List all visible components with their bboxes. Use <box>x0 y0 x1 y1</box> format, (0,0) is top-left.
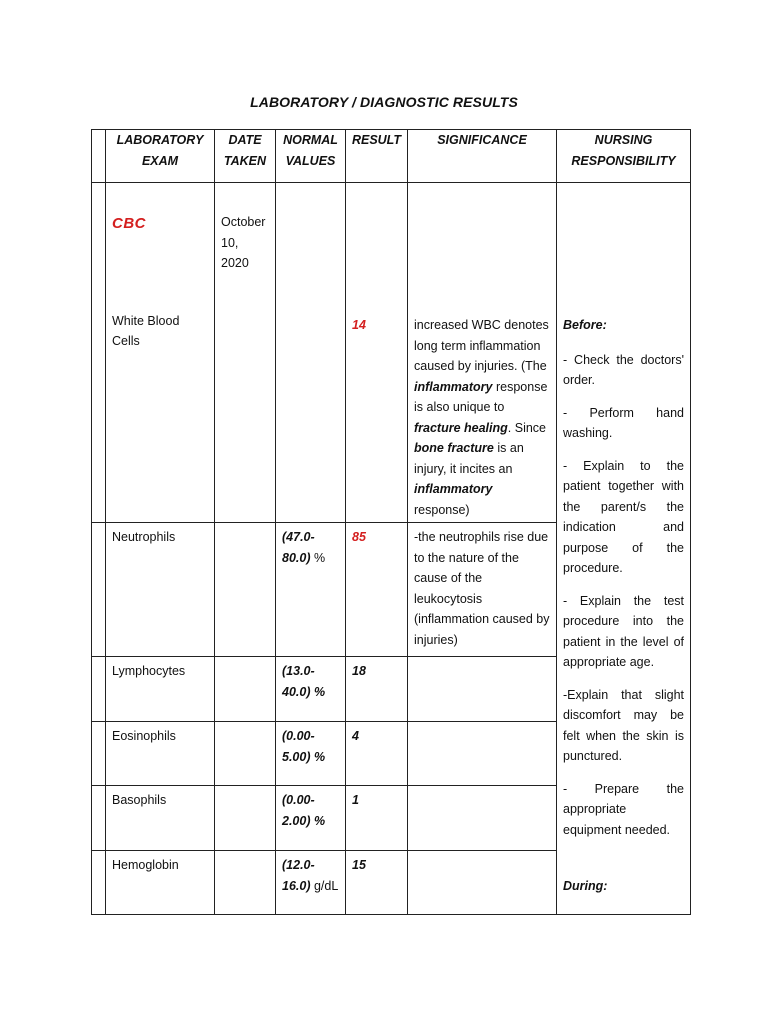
margin-cell <box>92 657 106 722</box>
cbc-label: CBC <box>112 215 146 232</box>
result-neutrophils: 85 <box>352 530 366 544</box>
result-cell <box>346 722 408 786</box>
significance-cell <box>408 851 557 915</box>
result-cell <box>346 657 408 722</box>
normal-eosinophils: (0.00-5.00) % <box>282 729 326 764</box>
result-hemoglobin: 15 <box>352 858 366 872</box>
nursing-item: - Check the doctors' order. <box>563 352 684 387</box>
date-cell <box>215 851 276 915</box>
date-cell <box>215 183 276 523</box>
header-result: RESULT <box>346 130 408 183</box>
result-cell <box>346 786 408 851</box>
exam-hemoglobin: Hemoglobin <box>112 858 179 872</box>
exam-cell <box>106 523 215 657</box>
exam-cell <box>106 722 215 786</box>
normal-cell <box>276 657 346 722</box>
result-wbc: 14 <box>352 318 366 332</box>
exam-cell <box>106 851 215 915</box>
normal-cell: (12.0-16.0) g/dL <box>276 851 346 915</box>
date-cell <box>215 657 276 722</box>
exam-neutrophils: Neutrophils <box>112 530 176 544</box>
cbc-exam-cell <box>106 183 215 523</box>
lab-results-table <box>91 129 691 915</box>
significance-cell <box>408 786 557 851</box>
nursing-item: - Perform hand washing. <box>563 405 684 440</box>
margin-column-header <box>92 130 106 183</box>
significance-wbc: increased WBC denotes long term inflammation caused by injuries. (The inflammatory response is also unique to fracture healing. Since bone fracture is an injury, it incites an inflammatory response) <box>414 318 549 517</box>
result-cell <box>346 851 408 915</box>
header-date-taken: DATE TAKEN <box>215 130 276 183</box>
margin-cell <box>92 722 106 786</box>
date-cell <box>215 523 276 657</box>
header-normal-values: NORMAL VALUES <box>276 130 346 183</box>
significance-cell <box>408 722 557 786</box>
margin-cell <box>92 183 106 523</box>
significance-cell <box>408 523 557 657</box>
nursing-item: - Explain to the patient together with the parent/s the indication and purpose of the procedure. <box>563 458 684 575</box>
exam-eosinophils: Eosinophils <box>112 729 176 743</box>
date-cell <box>215 786 276 851</box>
date-cell <box>215 722 276 786</box>
header-lab-exam: LABORATORY EXAM <box>106 130 215 183</box>
cbc-date: October 10, 2020 <box>221 215 266 270</box>
page-title: LABORATORY / DIAGNOSTIC RESULTS <box>250 94 518 110</box>
header-significance: SIGNIFICANCE <box>408 130 557 183</box>
normal-cell: (47.0-80.0) % <box>276 523 346 657</box>
exam-basophils: Basophils <box>112 793 167 807</box>
header-nursing-responsibility: NURSING RESPONSIBILITY <box>557 130 691 183</box>
exam-wbc: White Blood Cells <box>112 313 180 348</box>
margin-cell <box>92 851 106 915</box>
normal-cell <box>276 786 346 851</box>
result-lymphocytes: 18 <box>352 664 366 678</box>
normal-basophils: (0.00-2.00) % <box>282 793 326 828</box>
during-label: During: <box>563 879 608 893</box>
normal-cell <box>276 722 346 786</box>
margin-cell <box>92 523 106 657</box>
before-label: Before: <box>563 318 607 332</box>
wbc-result-cell <box>346 183 408 523</box>
significance-cell <box>408 657 557 722</box>
nursing-item: - Explain the test procedure into the patient in the level of appropriate age. <box>563 593 684 669</box>
result-basophils: 1 <box>352 793 359 807</box>
wbc-normal-cell <box>276 183 346 523</box>
nursing-responsibility-cell <box>557 183 691 915</box>
margin-cell <box>92 786 106 851</box>
nursing-item: - Prepare the appropriate equipment needed. <box>563 781 684 837</box>
significance-neutrophils: -the neutrophils rise due to the nature of the cause of the leukocytosis (inflammation caused by injuries) <box>414 530 550 647</box>
result-cell <box>346 523 408 657</box>
normal-lymphocytes: (13.0-40.0) % <box>282 664 326 699</box>
wbc-significance-cell <box>408 183 557 523</box>
exam-cell <box>106 657 215 722</box>
result-eosinophils: 4 <box>352 729 359 743</box>
exam-lymphocytes: Lymphocytes <box>112 664 186 678</box>
nursing-item: -Explain that slight discomfort may be felt when the skin is punctured. <box>563 687 684 763</box>
exam-cell <box>106 786 215 851</box>
